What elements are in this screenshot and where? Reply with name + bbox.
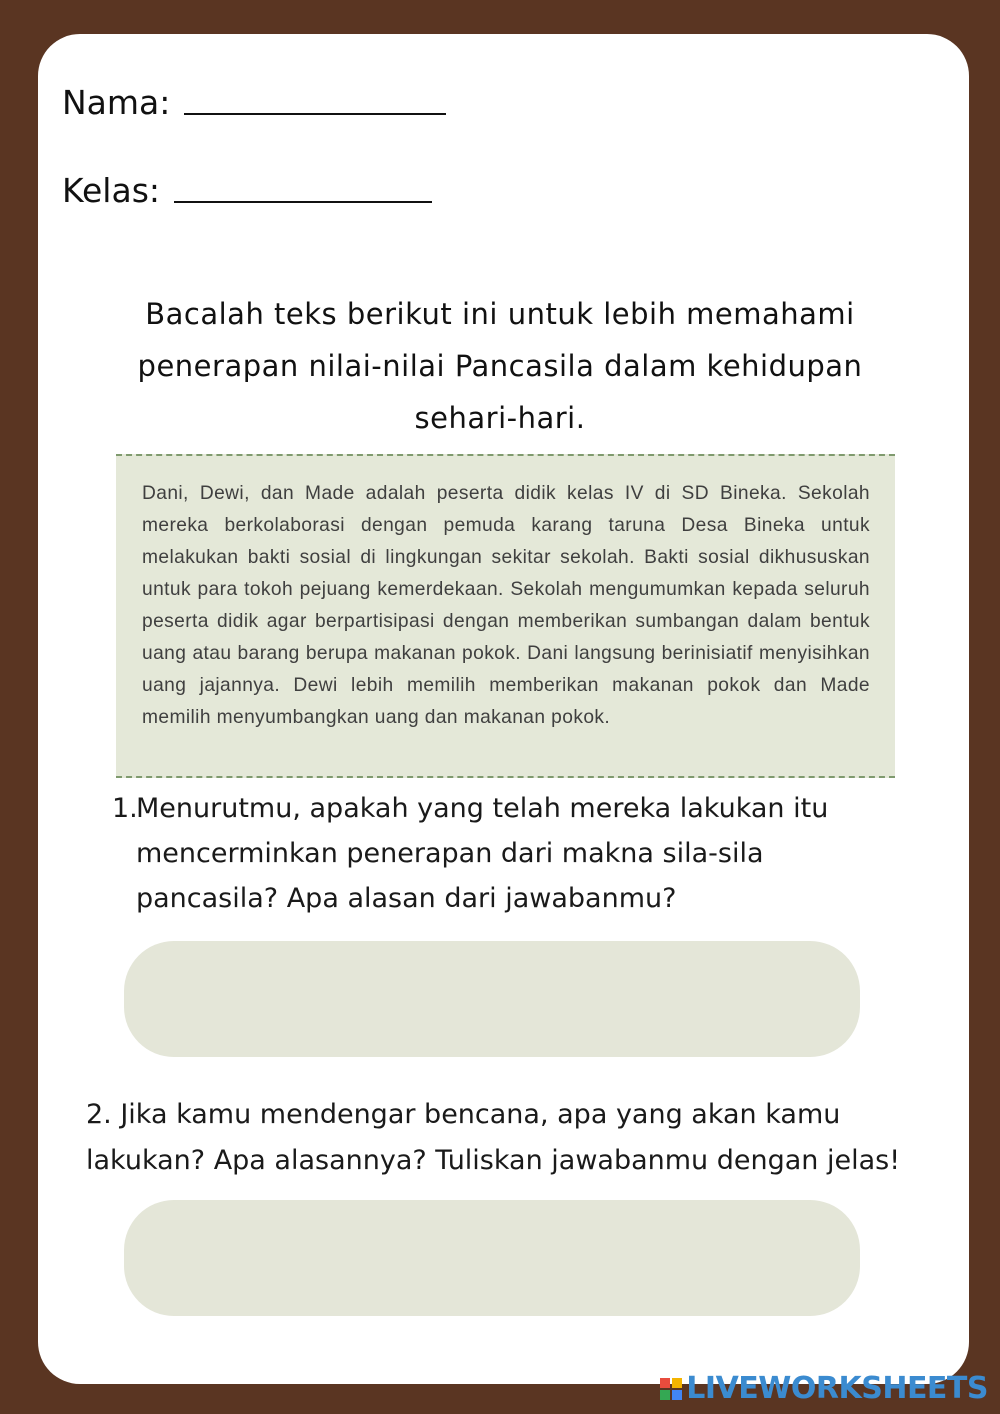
class-field-row (62, 171, 432, 210)
class-label: Kelas: (62, 171, 161, 210)
question-2-text: 2. Jika kamu mendengar bencana, apa yang akan kamu lakukan? Apa alasannya? Tuliskan jawabanmu dengan jelas! (86, 1099, 901, 1176)
question-1-text: Menurutmu, apakah yang telah mereka lakukan itu mencerminkan penerapan dari makna sila-sila pancasila? Apa alasan dari jawabanmu? (136, 793, 829, 914)
question-1 (112, 786, 872, 921)
class-line[interactable] (174, 199, 432, 203)
name-field-row (62, 83, 446, 122)
answer-1-input[interactable] (124, 941, 860, 1057)
instruction-text: Bacalah teks berikut ini untuk lebih memahami penerapan nilai-nilai Pancasila dalam kehidupan sehari-hari. (137, 297, 863, 435)
liveworksheets-watermark (660, 1371, 988, 1406)
logo-square-green (660, 1390, 670, 1400)
question-1-number: 1. (112, 793, 138, 824)
logo-square-red (660, 1378, 670, 1388)
answer-2-input[interactable] (124, 1200, 860, 1316)
reading-passage-text: Dani, Dewi, dan Made adalah peserta didik kelas IV di SD Bineka. Sekolah mereka berkolaborasi dengan pemuda karang taruna Desa Bineka untuk melakukan bakti sosial di lingkungan sekitar sekolah. Bakti sosial dikhususkan untuk para tokoh pejuang kemerdekaan. Sekolah mengumumkan kepada seluruh peserta didik agar berpartisipasi dengan memberikan sumbangan dalam bentuk uang atau barang berupa makanan pokok. Dani langsung berinisiatif menyisihkan uang jajannya. Dewi lebih memilih memberikan makanan pokok dan Made memilih menyumbangkan uang dan makanan pokok. (142, 483, 870, 728)
logo-square-yellow (672, 1378, 682, 1388)
watermark-text: LIVEWORKSHEETS (686, 1371, 988, 1406)
logo-square-blue (672, 1390, 682, 1400)
name-line[interactable] (184, 111, 446, 115)
question-2 (86, 1092, 946, 1184)
liveworksheets-logo-icon (660, 1378, 682, 1400)
reading-passage-box (116, 454, 895, 778)
name-label: Nama: (62, 83, 171, 122)
